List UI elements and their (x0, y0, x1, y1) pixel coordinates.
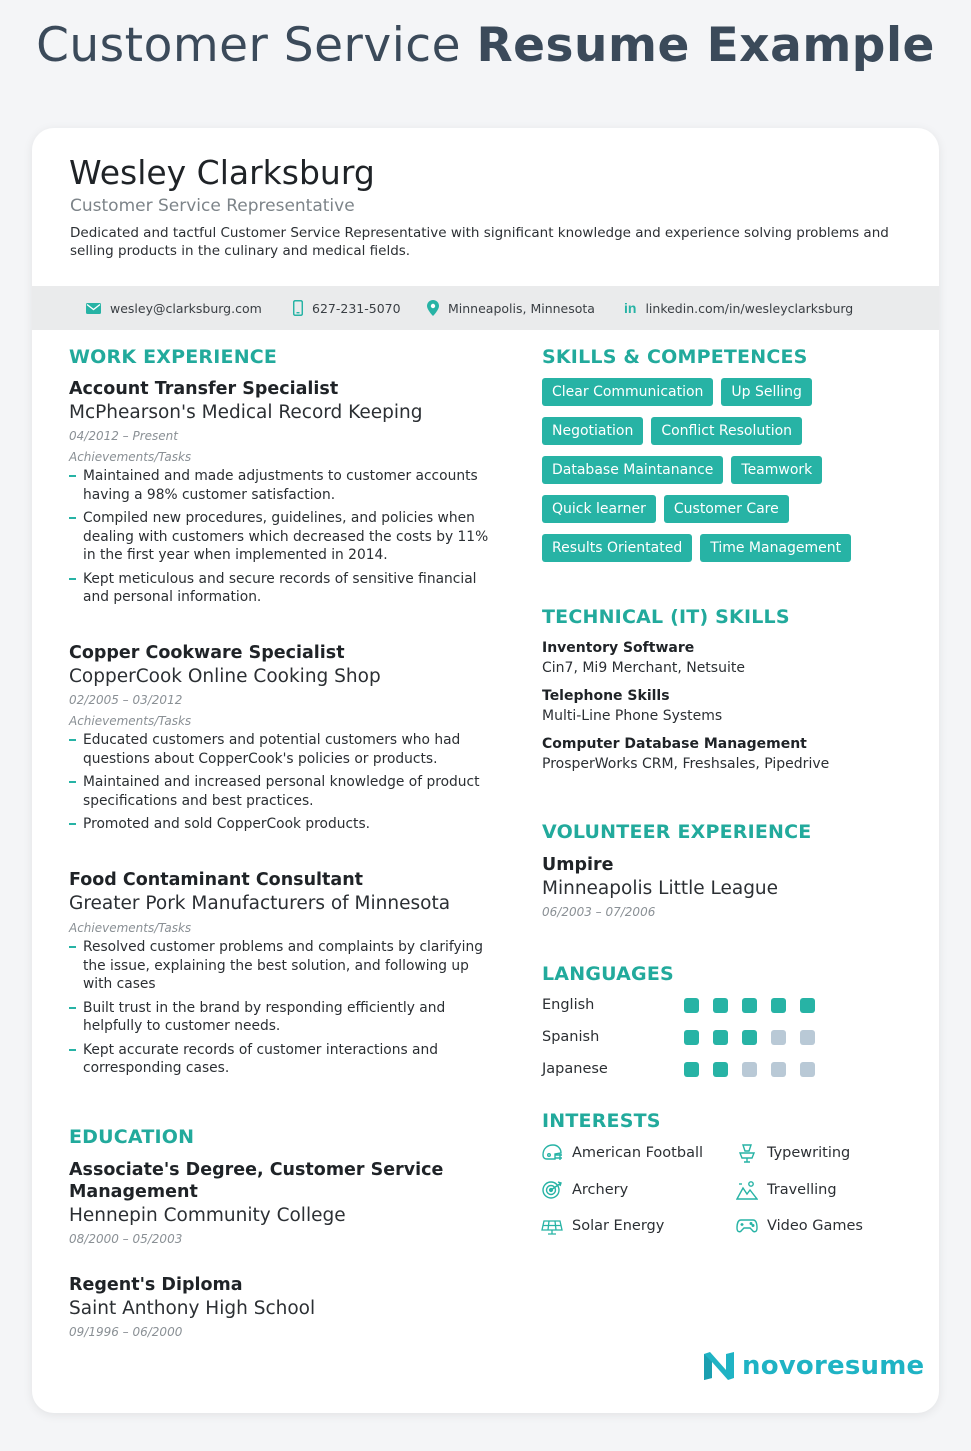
interest-label: Solar Energy (572, 1218, 665, 1234)
volunteer-entry (542, 855, 778, 919)
interest-item (735, 1216, 863, 1236)
banner-bold: Resume Example (476, 18, 935, 73)
candidate-name: Wesley Clarksburg (69, 153, 375, 192)
tech-skill (542, 736, 902, 772)
job-org: Greater Pork Manufacturers of Minnesota (69, 893, 451, 914)
tech-skill (542, 640, 902, 676)
contact-bar (32, 286, 939, 330)
candidate-role: Customer Service Representative (70, 196, 355, 216)
job-entry (69, 643, 489, 839)
skill-tag: Results Orientated (542, 534, 692, 562)
tech-skill-heading: Telephone Skills (542, 688, 670, 704)
skill-tag: Teamwork (731, 456, 822, 484)
job-entry (69, 379, 489, 612)
job-date: 04/2012 – Present (69, 429, 178, 443)
language-name: English (542, 997, 595, 1013)
language-name: Spanish (542, 1029, 600, 1045)
job-title: Copper Cookware Specialist (69, 643, 345, 663)
achievements-label: Achievements/Tasks (69, 921, 192, 935)
interest-item (735, 1143, 850, 1163)
email-text: wesley@clarksburg.com (110, 300, 262, 316)
languages-heading: LANGUAGES (542, 963, 674, 985)
language-row (542, 995, 832, 1015)
logo-text: novoresume (742, 1351, 925, 1381)
tech-skill (542, 688, 902, 724)
degree-title: Regent's Diploma (69, 1275, 243, 1295)
tech-skill-value: ProsperWorks CRM, Freshsales, Pipedrive (542, 756, 830, 772)
level-dot-filled (771, 998, 786, 1013)
contact-email[interactable] (86, 286, 262, 330)
football-helmet-icon (540, 1143, 564, 1163)
task-item: Promoted and sold CopperCook products. (69, 815, 489, 834)
phone-icon (293, 300, 303, 316)
task-list (69, 938, 489, 1078)
achievements-label: Achievements/Tasks (69, 714, 192, 728)
level-dot-empty (800, 1062, 815, 1077)
linkedin-icon: in (624, 300, 637, 316)
skill-tag: Conflict Resolution (651, 417, 802, 445)
task-item: Kept accurate records of customer interactions and corresponding cases. (69, 1041, 489, 1078)
level-dot-filled (713, 1030, 728, 1045)
school-name: Saint Anthony High School (69, 1298, 316, 1319)
interest-item (735, 1180, 837, 1200)
interest-label: Travelling (767, 1182, 837, 1198)
skill-row (542, 534, 872, 562)
achievements-label: Achievements/Tasks (69, 450, 192, 464)
level-dot-empty (800, 1030, 815, 1045)
skill-tag: Negotiation (542, 417, 643, 445)
task-item: Kept meticulous and secure records of sensitive financial and personal information. (69, 570, 489, 607)
task-item: Educated customers and potential customers who had questions about CopperCook's policies or products. (69, 731, 489, 768)
summary: Dedicated and tactful Customer Service Representative with significant knowledge and experience solving problems and selling products in the culinary and medical fields. (70, 225, 889, 259)
tech-skill-value: Cin7, Mi9 Merchant, Netsuite (542, 660, 745, 676)
interest-label: American Football (572, 1145, 704, 1161)
level-dot-filled (800, 998, 815, 1013)
task-list (69, 731, 489, 834)
solar-panel-icon (540, 1216, 564, 1236)
job-title: Account Transfer Specialist (69, 379, 339, 399)
degree-title: Associate's Degree, Customer Service Management (69, 1160, 444, 1202)
level-dot-filled (742, 998, 757, 1013)
education-date: 09/1996 – 06/2000 (69, 1325, 183, 1339)
travel-icon (735, 1180, 759, 1200)
volunteer-org: Minneapolis Little League (542, 878, 779, 899)
task-item: Maintained and made adjustments to customer accounts having a 98% customer satisfaction. (69, 467, 489, 504)
skill-tag: Quick learner (542, 495, 656, 523)
language-name: Japanese (542, 1061, 608, 1077)
skills-list (542, 378, 872, 573)
task-item: Compiled new procedures, guidelines, and policies when dealing with customers which decreased the costs by 11% in the first year when implemented in 2014. (69, 509, 489, 565)
volunteer-title: Umpire (542, 855, 614, 875)
tech-skill-heading: Computer Database Management (542, 736, 807, 752)
email-icon (86, 303, 101, 314)
contact-linkedin[interactable] (624, 286, 853, 330)
level-dot-filled (684, 1062, 699, 1077)
page-banner (0, 18, 971, 73)
skill-row (542, 456, 872, 484)
novoresume-logo (702, 1350, 924, 1382)
level-dot-filled (742, 1030, 757, 1045)
skill-row (542, 495, 872, 523)
level-dot-filled (713, 1062, 728, 1077)
contact-location (427, 286, 595, 330)
interest-item (540, 1143, 703, 1163)
linkedin-text: linkedin.com/in/wesleyclarksburg (645, 300, 854, 316)
interest-item (540, 1216, 664, 1236)
school-name: Hennepin Community College (69, 1205, 346, 1226)
job-org: CopperCook Online Cooking Shop (69, 666, 381, 687)
level-dot-filled (684, 1030, 699, 1045)
interest-item (540, 1180, 628, 1200)
interest-label: Typewriting (767, 1145, 851, 1161)
skill-tag: Time Management (700, 534, 851, 562)
gamepad-icon (735, 1216, 759, 1236)
task-item: Resolved customer problems and complaints by clarifying the issue, explaining the best solution, and following up with cases (69, 938, 489, 994)
volunteer-date: 06/2003 – 07/2006 (542, 905, 656, 919)
education-date: 08/2000 – 05/2003 (69, 1232, 183, 1246)
job-entry (69, 870, 489, 1083)
job-org: McPhearson's Medical Record Keeping (69, 402, 423, 423)
tech-skill-heading: Inventory Software (542, 640, 695, 656)
education-entry (69, 1159, 489, 1246)
typewriter-icon (735, 1143, 759, 1163)
technical-skills-heading: TECHNICAL (IT) SKILLS (542, 606, 790, 628)
phone-text: 627-231-5070 (312, 300, 401, 316)
language-row (542, 1059, 832, 1079)
skill-row (542, 417, 872, 445)
skill-row (542, 378, 872, 406)
interests-heading: INTERESTS (542, 1110, 661, 1132)
interest-label: Archery (572, 1182, 629, 1198)
skill-tag: Clear Communication (542, 378, 713, 406)
task-item: Maintained and increased personal knowledge of product specifications and best practices. (69, 773, 489, 810)
education-heading: EDUCATION (69, 1126, 195, 1148)
skill-tag: Up Selling (721, 378, 812, 406)
level-dot-empty (771, 1030, 786, 1045)
skill-tag: Customer Care (664, 495, 789, 523)
location-pin-icon (427, 300, 439, 316)
location-text: Minneapolis, Minnesota (448, 300, 595, 316)
technical-skills-list (542, 640, 902, 784)
task-list (69, 467, 489, 607)
level-dot-filled (684, 998, 699, 1013)
interest-label: Video Games (767, 1218, 863, 1234)
resume-card (32, 128, 939, 1413)
work-experience-heading: WORK EXPERIENCE (69, 346, 278, 368)
level-dot-empty (771, 1062, 786, 1077)
level-dot-empty (742, 1062, 757, 1077)
level-dot-filled (713, 998, 728, 1013)
volunteer-heading: VOLUNTEER EXPERIENCE (542, 821, 812, 843)
education-entry (69, 1274, 489, 1339)
contact-phone[interactable] (293, 286, 401, 330)
job-title: Food Contaminant Consultant (69, 870, 364, 890)
novoresume-logo-mark (702, 1350, 736, 1382)
skills-heading: SKILLS & COMPETENCES (542, 346, 808, 368)
tech-skill-value: Multi-Line Phone Systems (542, 708, 723, 724)
skill-tag: Database Maintanance (542, 456, 723, 484)
language-row (542, 1027, 832, 1047)
task-item: Built trust in the brand by responding efficiently and helpfully to customer needs. (69, 999, 489, 1036)
job-date: 02/2005 – 03/2012 (69, 693, 183, 707)
banner-light: Customer Service (36, 18, 462, 73)
archery-target-icon (540, 1180, 564, 1200)
